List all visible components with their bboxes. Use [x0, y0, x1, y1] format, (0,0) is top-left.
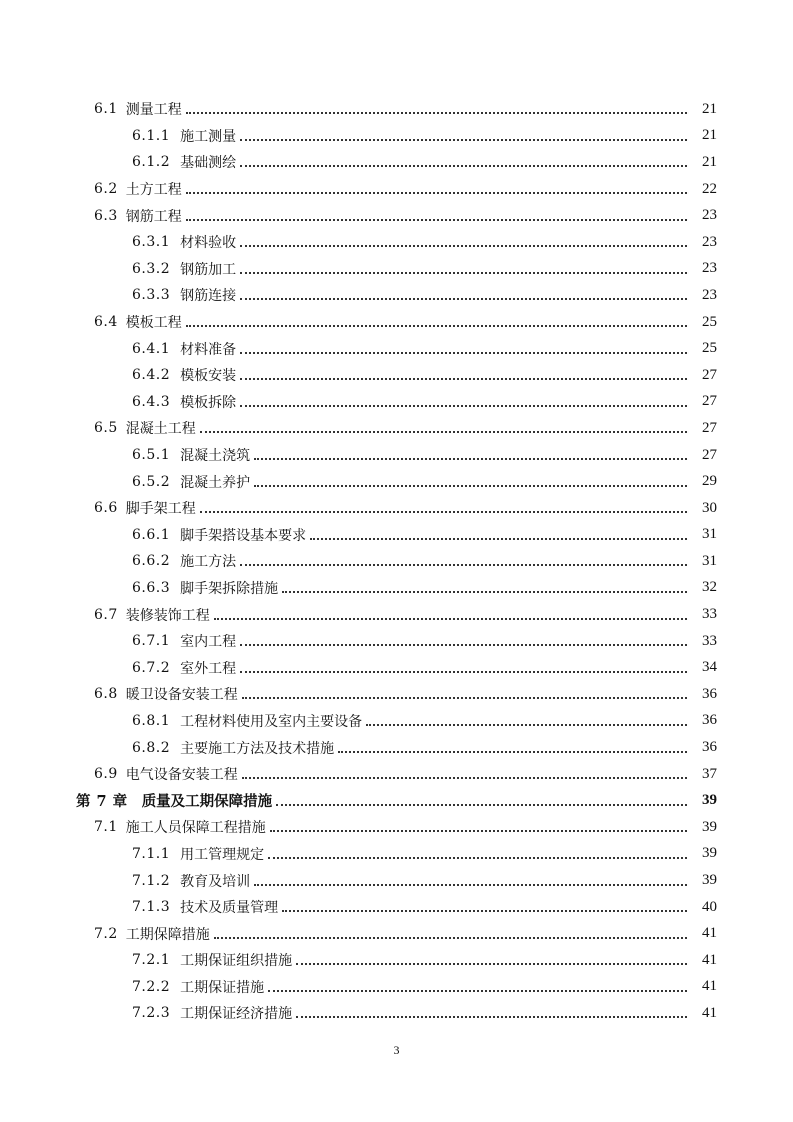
dot-leader: [240, 564, 687, 566]
dot-leader: [242, 777, 687, 779]
toc-entry-title: 脚手架工程: [125, 501, 196, 518]
dot-leader: [296, 1016, 687, 1018]
toc-entry-page: 27: [702, 393, 717, 410]
toc-entry-page: 32: [702, 579, 717, 596]
toc-entry[interactable]: [0, 841, 793, 868]
toc-entry-title: 脚手架拆除措施: [180, 580, 279, 597]
toc-entry[interactable]: [0, 468, 793, 495]
toc-entry-title: 室外工程: [180, 660, 237, 677]
toc-entry-page: 39: [702, 872, 717, 889]
toc-entry-number: 6.5.2: [132, 473, 171, 490]
toc-entry-number: 7.1.1: [132, 845, 171, 862]
toc-entry-number: 6.4: [94, 314, 118, 331]
toc-entry-page: 23: [702, 286, 717, 303]
dot-leader: [240, 671, 687, 673]
toc-entry[interactable]: [0, 1000, 793, 1027]
toc-entry-title: 主要施工方法及技术措施: [180, 740, 335, 757]
toc-entry[interactable]: [0, 442, 793, 469]
toc-entry-number: 6.5.1: [132, 447, 171, 464]
dot-leader: [254, 884, 687, 886]
toc-entry-number: 6.7.1: [132, 633, 171, 650]
toc-entry-number: 7.1.2: [132, 872, 171, 889]
toc-entry-number: 6.4.3: [132, 393, 171, 410]
toc-entry[interactable]: [0, 282, 793, 309]
toc-entry-title: 技术及质量管理: [180, 900, 279, 917]
toc-entry-title: 暖卫设备安装工程: [125, 687, 238, 704]
toc-entry-title: 工程材料使用及室内主要设备: [180, 713, 363, 730]
toc-entry-page: 36: [702, 712, 717, 729]
toc-entry-number: 6.2: [94, 181, 118, 198]
dot-leader: [268, 857, 687, 859]
dot-leader: [282, 910, 687, 912]
toc-entry[interactable]: [0, 628, 793, 655]
toc-entry-title: 模板安装: [180, 368, 237, 385]
toc-entry-number: 6.1: [94, 101, 118, 118]
toc-entry-title: 土方工程: [125, 182, 182, 199]
toc-entry[interactable]: [0, 362, 793, 389]
dot-leader: [200, 511, 687, 513]
toc-entry-page: 31: [702, 526, 717, 543]
dot-leader: [214, 937, 687, 939]
dot-leader: [186, 192, 687, 194]
toc-entry[interactable]: [0, 947, 793, 974]
toc-entry-title: 施工测量: [180, 128, 237, 145]
toc-entry-page: 22: [702, 180, 717, 197]
toc-entry[interactable]: [0, 123, 793, 150]
toc-entry-title: 质量及工期保障措施: [141, 793, 273, 811]
toc-entry[interactable]: [0, 974, 793, 1001]
toc-entry-title: 室内工程: [180, 634, 237, 651]
toc-entry[interactable]: [0, 389, 793, 416]
toc-entry-page: 23: [702, 233, 717, 250]
toc-entry-title: 混凝土养护: [180, 474, 251, 491]
toc-entry-title: 工期保证经济措施: [180, 1006, 293, 1023]
toc-entry-page: 41: [702, 1004, 717, 1021]
toc-entry-page: 39: [702, 845, 717, 862]
toc-entry-page: 41: [702, 951, 717, 968]
toc-entry[interactable]: [0, 814, 793, 841]
toc-entry-title: 教育及培训: [180, 873, 251, 890]
toc-entry[interactable]: [0, 575, 793, 602]
toc-entry[interactable]: [0, 787, 793, 814]
toc-entry-title: 混凝土工程: [125, 421, 196, 438]
toc-entry-page: 27: [702, 366, 717, 383]
dot-leader: [268, 990, 687, 992]
toc-entry-page: 36: [702, 685, 717, 702]
toc-entry-number: 7.1.3: [132, 899, 171, 916]
dot-leader: [240, 245, 687, 247]
toc-entry[interactable]: [0, 920, 793, 947]
toc-entry-number: 6.3.3: [132, 287, 171, 304]
dot-leader: [240, 352, 687, 354]
dot-leader: [240, 644, 687, 646]
toc-entry[interactable]: [0, 149, 793, 176]
toc-entry-title: 基础测绘: [180, 155, 237, 172]
toc-entry[interactable]: [0, 681, 793, 708]
dot-leader: [186, 325, 687, 327]
toc-entry[interactable]: [0, 202, 793, 229]
toc-entry-number: 6.4.1: [132, 340, 171, 357]
toc-entry-number: 第 7 章: [76, 793, 128, 811]
table-of-contents: [0, 96, 793, 1027]
toc-entry-title: 钢筋加工: [180, 261, 237, 278]
dot-leader: [282, 591, 687, 593]
toc-entry-number: 6.6.1: [132, 526, 171, 543]
toc-entry-page: 36: [702, 739, 717, 756]
toc-entry[interactable]: [0, 654, 793, 681]
toc-entry[interactable]: [0, 229, 793, 256]
toc-entry-number: 6.3.1: [132, 234, 171, 251]
toc-entry-page: 33: [702, 632, 717, 649]
toc-entry-page: 27: [702, 446, 717, 463]
dot-leader: [276, 804, 687, 806]
toc-entry[interactable]: [0, 176, 793, 203]
toc-entry-title: 脚手架搭设基本要求: [180, 527, 307, 544]
toc-entry-page: 27: [702, 419, 717, 436]
toc-entry-title: 工期保证措施: [180, 979, 265, 996]
toc-entry-page: 21: [702, 153, 717, 170]
dot-leader: [186, 219, 687, 221]
toc-entry-page: 39: [702, 818, 717, 835]
dot-leader: [240, 139, 687, 141]
toc-entry-number: 6.3.2: [132, 260, 171, 277]
toc-entry-number: 6.9: [94, 766, 118, 783]
toc-entry-page: 37: [702, 765, 717, 782]
dot-leader: [254, 458, 687, 460]
toc-entry-number: 6.7: [94, 606, 118, 623]
toc-entry[interactable]: [0, 761, 793, 788]
toc-entry-number: 7.2.3: [132, 1005, 171, 1022]
toc-entry-page: 29: [702, 473, 717, 490]
toc-entry-number: 6.1.1: [132, 127, 171, 144]
toc-entry-number: 6.3: [94, 207, 118, 224]
page-number: 3: [393, 1043, 400, 1057]
toc-entry-title: 材料验收: [180, 235, 237, 252]
toc-entry-page: 33: [702, 606, 717, 623]
toc-entry-page: 34: [702, 659, 717, 676]
dot-leader: [242, 697, 687, 699]
dot-leader: [200, 431, 687, 433]
toc-entry-page: 30: [702, 499, 717, 516]
dot-leader: [310, 538, 687, 540]
toc-entry-page: 40: [702, 898, 717, 915]
toc-entry-title: 钢筋工程: [125, 208, 182, 225]
toc-entry-page: 23: [702, 207, 717, 224]
dot-leader: [240, 298, 687, 300]
toc-entry-number: 7.2.1: [132, 952, 171, 969]
toc-entry[interactable]: [0, 894, 793, 921]
toc-entry-title: 材料准备: [180, 341, 237, 358]
toc-entry[interactable]: [0, 708, 793, 735]
toc-entry-number: 6.8.2: [132, 739, 171, 756]
toc-entry[interactable]: [0, 522, 793, 549]
toc-entry-number: 6.7.2: [132, 659, 171, 676]
toc-entry-number: 6.8.1: [132, 712, 171, 729]
toc-entry-number: 7.2.2: [132, 978, 171, 995]
toc-entry-page: 25: [702, 340, 717, 357]
toc-entry-title: 施工人员保障工程措施: [125, 820, 266, 837]
toc-entry-page: 39: [702, 792, 717, 809]
toc-entry-number: 7.2: [94, 925, 118, 942]
toc-entry-number: 6.1.2: [132, 154, 171, 171]
toc-entry[interactable]: [0, 734, 793, 761]
toc-entry-title: 钢筋连接: [180, 288, 237, 305]
toc-entry-title: 模板工程: [125, 315, 182, 332]
toc-entry-title: 工期保证组织措施: [180, 953, 293, 970]
toc-entry-title: 混凝土浇筑: [180, 448, 251, 465]
toc-entry-number: 6.6.2: [132, 553, 171, 570]
toc-entry-title: 测量工程: [125, 102, 182, 119]
toc-entry-number: 7.1: [94, 819, 118, 836]
toc-entry-number: 6.4.2: [132, 367, 171, 384]
toc-entry-number: 6.8: [94, 686, 118, 703]
toc-entry[interactable]: [0, 415, 793, 442]
dot-leader: [240, 405, 687, 407]
dot-leader: [254, 485, 687, 487]
dot-leader: [214, 618, 687, 620]
toc-entry[interactable]: [0, 96, 793, 123]
dot-leader: [296, 963, 687, 965]
toc-entry-page: 41: [702, 925, 717, 942]
dot-leader: [186, 112, 687, 114]
toc-entry[interactable]: [0, 256, 793, 283]
toc-entry-page: 21: [702, 100, 717, 117]
dot-leader: [240, 165, 687, 167]
toc-entry[interactable]: [0, 867, 793, 894]
toc-entry[interactable]: [0, 309, 793, 336]
toc-entry[interactable]: [0, 495, 793, 522]
toc-entry[interactable]: [0, 548, 793, 575]
toc-entry-page: 25: [702, 313, 717, 330]
toc-entry-page: 41: [702, 978, 717, 995]
toc-entry-page: 31: [702, 552, 717, 569]
toc-entry-title: 模板拆除: [180, 394, 237, 411]
dot-leader: [270, 830, 687, 832]
toc-entry[interactable]: [0, 601, 793, 628]
toc-entry-page: 21: [702, 127, 717, 144]
dot-leader: [240, 378, 687, 380]
toc-entry-title: 装修装饰工程: [125, 607, 210, 624]
toc-entry-title: 工期保障措施: [125, 926, 210, 943]
toc-entry-page: 23: [702, 260, 717, 277]
toc-entry-number: 6.6: [94, 500, 118, 517]
toc-entry-title: 施工方法: [180, 554, 237, 571]
toc-entry-title: 电气设备安装工程: [125, 767, 238, 784]
dot-leader: [366, 724, 687, 726]
dot-leader: [240, 272, 687, 274]
dot-leader: [338, 751, 687, 753]
toc-entry-number: 6.6.3: [132, 579, 171, 596]
toc-entry[interactable]: [0, 335, 793, 362]
toc-entry-title: 用工管理规定: [180, 846, 265, 863]
toc-entry-number: 6.5: [94, 420, 118, 437]
